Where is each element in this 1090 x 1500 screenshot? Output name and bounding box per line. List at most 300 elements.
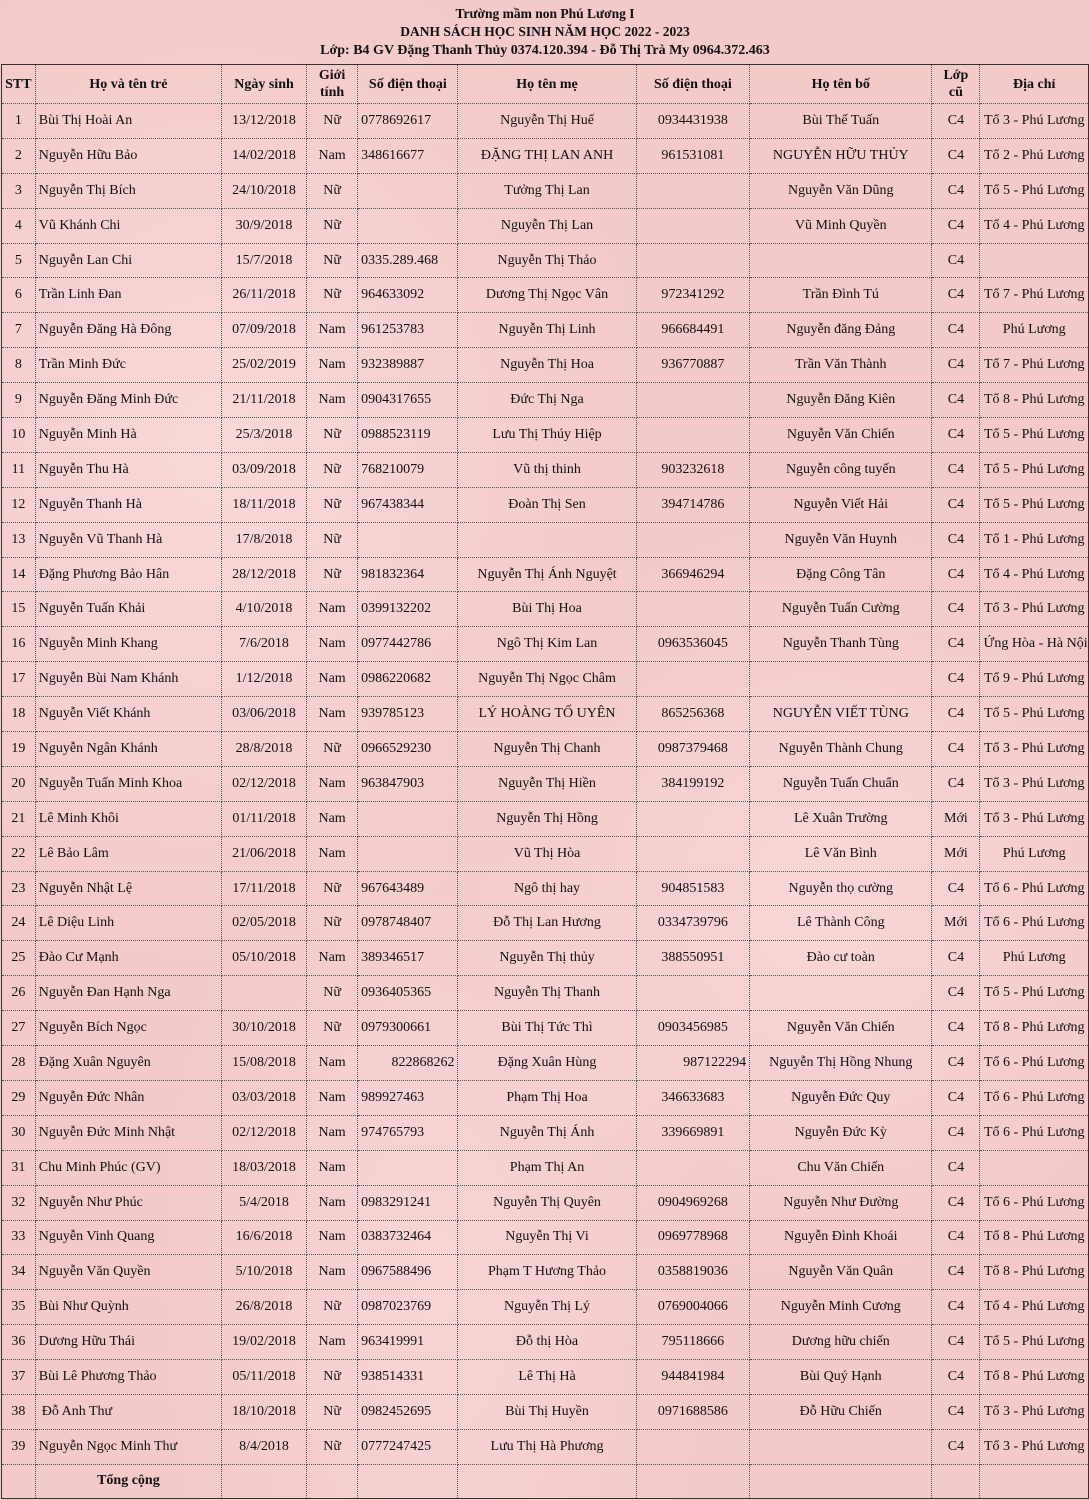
cell-stt: 32 <box>2 1185 36 1220</box>
cell-gender: Nam <box>307 697 358 732</box>
cell-address: Tổ 8 - Phú Lương <box>980 383 1089 418</box>
cell-address: Tổ 4 - Phú Lương <box>980 557 1089 592</box>
cell-dob: 1/12/2018 <box>222 662 307 697</box>
cell-mother-phone <box>636 418 750 453</box>
cell-father-name: Lê Văn Bình <box>750 836 932 871</box>
cell-dob: 05/11/2018 <box>222 1360 307 1395</box>
cell-mother-phone: 339669891 <box>636 1115 750 1150</box>
cell-mother-phone: 972341292 <box>636 278 750 313</box>
cell-child-name: Nguyễn Minh Hà <box>35 418 221 453</box>
table-row <box>2 1150 1089 1185</box>
cell-stt: 11 <box>2 452 36 487</box>
cell-old-class: C4 <box>932 1325 980 1360</box>
cell-phone: 0979300661 <box>358 1011 458 1046</box>
cell-gender: Nữ <box>307 208 358 243</box>
cell-gender: Nam <box>307 627 358 662</box>
cell-child-name: Bùi Như Quỳnh <box>35 1290 221 1325</box>
table-row <box>2 452 1089 487</box>
cell-child-name: Nguyễn Hữu Bảo <box>35 138 221 173</box>
cell-stt: 35 <box>2 1290 36 1325</box>
cell-phone: 0399132202 <box>358 592 458 627</box>
cell-stt: 17 <box>2 662 36 697</box>
class-info: Lớp: B4 GV Đặng Thanh Thủy 0374.120.394 - Đỗ Thị Trà My 0964.372.463 <box>320 43 770 58</box>
table-row <box>2 418 1089 453</box>
cell-mother-name: Nguyễn Thị thủy <box>458 941 636 976</box>
cell-gender: Nữ <box>307 173 358 208</box>
cell-mother-name: Nguyễn Thị Ngọc Châm <box>458 662 636 697</box>
student-table <box>1 64 1089 1499</box>
cell-phone <box>358 173 458 208</box>
cell-gender: Nam <box>307 1325 358 1360</box>
cell-mother-name: Nguyễn Thị Linh <box>458 313 636 348</box>
cell-mother-name: Nguyễn Thị Lý <box>458 1290 636 1325</box>
cell-stt: 2 <box>2 138 36 173</box>
cell-dob: 07/09/2018 <box>222 313 307 348</box>
cell-gender: Nam <box>307 1185 358 1220</box>
table-row <box>2 138 1089 173</box>
cell-address: Tổ 3 - Phú Lương <box>980 1394 1089 1429</box>
cell-address: Tổ 9 - Phú Lương <box>980 662 1089 697</box>
table-body <box>2 104 1089 1465</box>
cell-address: Tổ 6 - Phú Lương <box>980 1185 1089 1220</box>
cell-phone: 0978748407 <box>358 906 458 941</box>
cell-mother-name: Lưu Thị Thúy Hiệp <box>458 418 636 453</box>
cell-stt: 14 <box>2 557 36 592</box>
cell-mother-name: Phạm T Hương Thảo <box>458 1255 636 1290</box>
cell-phone: 0967588496 <box>358 1255 458 1290</box>
cell-child-name: Trần Minh Đức <box>35 348 221 383</box>
cell-mother-phone: 966684491 <box>636 313 750 348</box>
cell-phone: 0966529230 <box>358 732 458 767</box>
cell-phone: 961253783 <box>358 313 458 348</box>
cell-child-name: Bùi Lê Phương Thảo <box>35 1360 221 1395</box>
cell-phone: 0936405365 <box>358 976 458 1011</box>
cell-mother-name: Đặng Xuân Hùng <box>458 1046 636 1081</box>
cell-child-name: Nguyễn Đăng Minh Đức <box>35 383 221 418</box>
cell-child-name: Nguyễn Thanh Hà <box>35 487 221 522</box>
cell-dob: 21/06/2018 <box>222 836 307 871</box>
cell-address: Tổ 4 - Phú Lương <box>980 208 1089 243</box>
header-phone: Số điện thoại <box>358 65 458 104</box>
cell-mother-phone <box>636 522 750 557</box>
cell-dob: 26/8/2018 <box>222 1290 307 1325</box>
cell-gender: Nam <box>307 348 358 383</box>
cell-phone: 932389887 <box>358 348 458 383</box>
cell-dob: 03/09/2018 <box>222 452 307 487</box>
cell-dob: 25/02/2019 <box>222 348 307 383</box>
cell-old-class: C4 <box>932 452 980 487</box>
cell-old-class: C4 <box>932 1394 980 1429</box>
cell-old-class: C4 <box>932 243 980 278</box>
table-row <box>2 1360 1089 1395</box>
cell-father-name: Nguyễn Văn Huynh <box>750 522 932 557</box>
table-row <box>2 1011 1089 1046</box>
cell-stt: 18 <box>2 697 36 732</box>
cell-child-name: Lê Bảo Lâm <box>35 836 221 871</box>
cell-father-name <box>750 662 932 697</box>
cell-dob: 02/05/2018 <box>222 906 307 941</box>
school-name: Trường mầm non Phú Lương I <box>455 6 635 21</box>
cell-father-name: Nguyễn Đình Khoái <box>750 1220 932 1255</box>
cell-father-name <box>750 1429 932 1464</box>
cell-mother-phone: 0334739796 <box>636 906 750 941</box>
cell-dob: 24/10/2018 <box>222 173 307 208</box>
cell-stt: 6 <box>2 278 36 313</box>
cell-address: Tổ 7 - Phú Lương <box>980 348 1089 383</box>
cell-address: Tổ 8 - Phú Lương <box>980 1255 1089 1290</box>
header-mother-name: Họ tên mẹ <box>458 65 636 104</box>
cell-mother-name: Bùi Thị Tức Thì <box>458 1011 636 1046</box>
cell-mother-name: Nguyễn Thị Thảo <box>458 243 636 278</box>
header-stt: STT <box>2 65 36 104</box>
cell-gender: Nữ <box>307 522 358 557</box>
table-row <box>2 243 1089 278</box>
cell-address: Tổ 3 - Phú Lương <box>980 1429 1089 1464</box>
cell-father-name: Nguyễn Tuấn Cường <box>750 592 932 627</box>
total-row <box>2 1464 1089 1498</box>
cell-gender: Nữ <box>307 1011 358 1046</box>
cell-stt: 8 <box>2 348 36 383</box>
table-row <box>2 627 1089 662</box>
cell-mother-name: Nguyễn Thị Chanh <box>458 732 636 767</box>
cell-dob: 14/02/2018 <box>222 138 307 173</box>
cell-gender: Nữ <box>307 732 358 767</box>
cell-dob <box>222 976 307 1011</box>
cell-old-class: C4 <box>932 1255 980 1290</box>
cell-address: Tổ 4 - Phú Lương <box>980 1290 1089 1325</box>
cell-mother-name: Bùi Thị Huyền <box>458 1394 636 1429</box>
cell-old-class: C4 <box>932 313 980 348</box>
cell-gender: Nữ <box>307 1290 358 1325</box>
cell-dob: 16/6/2018 <box>222 1220 307 1255</box>
cell-old-class: C4 <box>932 1150 980 1185</box>
table-row <box>2 173 1089 208</box>
cell-phone: 0983291241 <box>358 1185 458 1220</box>
cell-old-class: C4 <box>932 418 980 453</box>
cell-gender: Nữ <box>307 1429 358 1464</box>
cell-phone: 0383732464 <box>358 1220 458 1255</box>
cell-dob: 02/12/2018 <box>222 1115 307 1150</box>
cell-mother-phone: 0358819036 <box>636 1255 750 1290</box>
cell-phone <box>358 836 458 871</box>
cell-mother-phone <box>636 1150 750 1185</box>
cell-mother-phone <box>636 976 750 1011</box>
cell-father-name: Trần Đình Tú <box>750 278 932 313</box>
cell-child-name: Nguyễn Đan Hạnh Nga <box>35 976 221 1011</box>
cell-gender: Nữ <box>307 104 358 139</box>
cell-old-class: Mới <box>932 906 980 941</box>
cell-phone: 963419991 <box>358 1325 458 1360</box>
cell-address: Tổ 5 - Phú Lương <box>980 697 1089 732</box>
cell-phone: 348616677 <box>358 138 458 173</box>
table-row <box>2 522 1089 557</box>
cell-old-class: C4 <box>932 348 980 383</box>
cell-mother-phone: 0969778968 <box>636 1220 750 1255</box>
cell-child-name: Nguyễn Vinh Quang <box>35 1220 221 1255</box>
cell-mother-name: Phạm Thị Hoa <box>458 1080 636 1115</box>
header-address: Địa chỉ <box>980 65 1089 104</box>
table-row <box>2 1255 1089 1290</box>
cell-phone: 967643489 <box>358 871 458 906</box>
cell-old-class: C4 <box>932 104 980 139</box>
cell-address: Tổ 1 - Phú Lương <box>980 522 1089 557</box>
cell-gender: Nam <box>307 138 358 173</box>
cell-dob: 25/3/2018 <box>222 418 307 453</box>
cell-child-name: Nguyễn Lan Chi <box>35 243 221 278</box>
cell-dob: 17/8/2018 <box>222 522 307 557</box>
cell-mother-name: Nguyễn Thị Vi <box>458 1220 636 1255</box>
cell-child-name: Vũ Khánh Chi <box>35 208 221 243</box>
cell-mother-phone: 944841984 <box>636 1360 750 1395</box>
cell-phone: 981832364 <box>358 557 458 592</box>
table-row <box>2 906 1089 941</box>
table-row <box>2 1185 1089 1220</box>
cell-address: Tổ 6 - Phú Lương <box>980 906 1089 941</box>
cell-father-name: Nguyễn Thanh Tùng <box>750 627 932 662</box>
cell-gender: Nam <box>307 1255 358 1290</box>
cell-child-name: Nguyễn Viết Khánh <box>35 697 221 732</box>
cell-mother-name: Đức Thị Nga <box>458 383 636 418</box>
table-row <box>2 313 1089 348</box>
cell-address <box>980 243 1089 278</box>
cell-child-name: Nguyễn Ngọc Minh Thư <box>35 1429 221 1464</box>
cell-address: Tổ 7 - Phú Lương <box>980 278 1089 313</box>
cell-old-class: C4 <box>932 522 980 557</box>
table-row <box>2 871 1089 906</box>
cell-child-name: Đào Cư Mạnh <box>35 941 221 976</box>
cell-old-class: C4 <box>932 138 980 173</box>
cell-address: Tổ 5 - Phú Lương <box>980 976 1089 1011</box>
cell-child-name: Đặng Phương Bảo Hân <box>35 557 221 592</box>
cell-mother-name: Nguyễn Thị Ánh <box>458 1115 636 1150</box>
cell-old-class: C4 <box>932 487 980 522</box>
cell-child-name: Đặng Xuân Nguyên <box>35 1046 221 1081</box>
cell-gender: Nam <box>307 941 358 976</box>
cell-child-name: Nguyễn Văn Quyền <box>35 1255 221 1290</box>
cell-phone: 939785123 <box>358 697 458 732</box>
table-row <box>2 836 1089 871</box>
cell-address: Tổ 5 - Phú Lương <box>980 1325 1089 1360</box>
cell-stt: 21 <box>2 801 36 836</box>
cell-stt: 31 <box>2 1150 36 1185</box>
table-row <box>2 487 1089 522</box>
cell-address: Phú Lương <box>980 836 1089 871</box>
cell-mother-name: Ngô Thị Kim Lan <box>458 627 636 662</box>
cell-mother-phone: 0769004066 <box>636 1290 750 1325</box>
cell-old-class: Mới <box>932 836 980 871</box>
cell-stt: 13 <box>2 522 36 557</box>
cell-mother-name: Nguyễn Thị Hoa <box>458 348 636 383</box>
cell-child-name: Nguyễn Minh Khang <box>35 627 221 662</box>
table-row <box>2 1394 1089 1429</box>
cell-child-name: Nguyễn Ngân Khánh <box>35 732 221 767</box>
cell-phone <box>358 522 458 557</box>
cell-dob: 5/4/2018 <box>222 1185 307 1220</box>
cell-old-class: C4 <box>932 766 980 801</box>
cell-child-name: Chu Minh Phúc (GV) <box>35 1150 221 1185</box>
cell-stt: 20 <box>2 766 36 801</box>
table-row <box>2 1046 1089 1081</box>
cell-address <box>980 1150 1089 1185</box>
cell-stt: 36 <box>2 1325 36 1360</box>
cell-phone: 0982452695 <box>358 1394 458 1429</box>
cell-stt: 27 <box>2 1011 36 1046</box>
cell-dob: 19/02/2018 <box>222 1325 307 1360</box>
cell-father-name: Nguyễn Viết Hải <box>750 487 932 522</box>
cell-father-name: Nguyễn đăng Đảng <box>750 313 932 348</box>
cell-mother-phone: 0904969268 <box>636 1185 750 1220</box>
cell-old-class: C4 <box>932 662 980 697</box>
cell-phone: 0778692617 <box>358 104 458 139</box>
cell-address: Tổ 5 - Phú Lương <box>980 173 1089 208</box>
cell-dob: 28/12/2018 <box>222 557 307 592</box>
cell-mother-name: Lưu Thị Hà Phương <box>458 1429 636 1464</box>
cell-mother-phone: 394714786 <box>636 487 750 522</box>
cell-mother-name: Bùi Thị Hoa <box>458 592 636 627</box>
cell-stt: 22 <box>2 836 36 871</box>
cell-stt: 38 <box>2 1394 36 1429</box>
cell-stt: 10 <box>2 418 36 453</box>
cell-old-class: C4 <box>932 941 980 976</box>
table-row <box>2 1220 1089 1255</box>
cell-old-class: C4 <box>932 1080 980 1115</box>
cell-address: Tổ 6 - Phú Lương <box>980 871 1089 906</box>
cell-old-class: C4 <box>932 1360 980 1395</box>
cell-old-class: C4 <box>932 1429 980 1464</box>
cell-mother-phone <box>636 383 750 418</box>
cell-mother-phone: 987122294 <box>636 1046 750 1081</box>
cell-father-name: Nguyễn Văn Chiến <box>750 418 932 453</box>
cell-gender: Nữ <box>307 278 358 313</box>
cell-old-class: C4 <box>932 697 980 732</box>
header-old-class: Lớp cũ <box>932 65 980 104</box>
cell-phone: 963847903 <box>358 766 458 801</box>
cell-stt: 37 <box>2 1360 36 1395</box>
cell-old-class: C4 <box>932 278 980 313</box>
cell-dob: 05/10/2018 <box>222 941 307 976</box>
cell-mother-name: Vũ thị thinh <box>458 452 636 487</box>
cell-phone: 0335.289.468 <box>358 243 458 278</box>
cell-address: Tổ 2 - Phú Lương <box>980 138 1089 173</box>
cell-gender: Nam <box>307 1046 358 1081</box>
cell-mother-phone <box>636 1429 750 1464</box>
cell-gender: Nam <box>307 662 358 697</box>
cell-father-name: Nguyễn Thành Chung <box>750 732 932 767</box>
total-label: Tổng cộng <box>35 1464 221 1498</box>
cell-child-name: Nguyễn Thu Hà <box>35 452 221 487</box>
cell-stt: 12 <box>2 487 36 522</box>
cell-father-name: Nguyễn công tuyến <box>750 452 932 487</box>
cell-mother-phone <box>636 592 750 627</box>
cell-address: Ứng Hòa - Hà Nội <box>980 627 1089 662</box>
cell-stt: 24 <box>2 906 36 941</box>
cell-stt: 9 <box>2 383 36 418</box>
cell-father-name: Nguyễn thọ cường <box>750 871 932 906</box>
cell-father-name: Lê Thành Công <box>750 906 932 941</box>
cell-gender: Nữ <box>307 1360 358 1395</box>
cell-mother-name: Phạm Thị An <box>458 1150 636 1185</box>
cell-stt: 19 <box>2 732 36 767</box>
cell-stt: 1 <box>2 104 36 139</box>
cell-gender: Nữ <box>307 906 358 941</box>
cell-father-name: Nguyễn Đức Kỳ <box>750 1115 932 1150</box>
cell-mother-name: Ngô thị hay <box>458 871 636 906</box>
cell-dob: 7/6/2018 <box>222 627 307 662</box>
cell-phone: 822868262 <box>358 1046 458 1081</box>
table-row <box>2 976 1089 1011</box>
cell-dob: 02/12/2018 <box>222 766 307 801</box>
cell-gender: Nam <box>307 383 358 418</box>
cell-mother-name: Nguyễn Thị Hiền <box>458 766 636 801</box>
cell-dob: 03/06/2018 <box>222 697 307 732</box>
cell-gender: Nam <box>307 592 358 627</box>
cell-stt: 23 <box>2 871 36 906</box>
cell-father-name: Nguyễn Đức Quy <box>750 1080 932 1115</box>
cell-father-name: Nguyễn Văn Quân <box>750 1255 932 1290</box>
cell-mother-name: ĐẶNG THỊ LAN ANH <box>458 138 636 173</box>
cell-mother-name: Lê Thị Hà <box>458 1360 636 1395</box>
cell-gender: Nam <box>307 1080 358 1115</box>
header-father-name: Họ tên bố <box>750 65 932 104</box>
cell-address: Tổ 5 - Phú Lương <box>980 487 1089 522</box>
cell-gender: Nam <box>307 766 358 801</box>
table-row <box>2 732 1089 767</box>
cell-gender: Nữ <box>307 243 358 278</box>
cell-mother-name: Đỗ thị Hòa <box>458 1325 636 1360</box>
cell-phone: 974765793 <box>358 1115 458 1150</box>
cell-father-name: Lê Xuân Trường <box>750 801 932 836</box>
cell-gender: Nam <box>307 313 358 348</box>
cell-father-name: NGUYỄN HỮU THỦY <box>750 138 932 173</box>
cell-address: Tổ 3 - Phú Lương <box>980 801 1089 836</box>
cell-stt: 3 <box>2 173 36 208</box>
cell-old-class: C4 <box>932 1011 980 1046</box>
header-mother-phone: Số điện thoại <box>636 65 750 104</box>
cell-gender: Nam <box>307 801 358 836</box>
table-row <box>2 662 1089 697</box>
table-row <box>2 104 1089 139</box>
table-row <box>2 1080 1089 1115</box>
cell-address: Phú Lương <box>980 941 1089 976</box>
table-row <box>2 348 1089 383</box>
cell-child-name: Nguyễn Đăng Hà Đông <box>35 313 221 348</box>
cell-father-name: Vũ Minh Quyền <box>750 208 932 243</box>
cell-dob: 18/11/2018 <box>222 487 307 522</box>
cell-mother-name: Dương Thị Ngọc Vân <box>458 278 636 313</box>
cell-old-class: C4 <box>932 976 980 1011</box>
cell-child-name: Dương Hữu Thái <box>35 1325 221 1360</box>
cell-child-name: Nguyễn Thị Bích <box>35 173 221 208</box>
cell-child-name: Đỗ Anh Thư <box>35 1394 221 1429</box>
cell-dob: 17/11/2018 <box>222 871 307 906</box>
cell-address: Phú Lương <box>980 313 1089 348</box>
cell-father-name: Đỗ Hữu Chiến <box>750 1394 932 1429</box>
cell-address: Tổ 3 - Phú Lương <box>980 592 1089 627</box>
cell-stt: 39 <box>2 1429 36 1464</box>
cell-mother-phone: 0971688586 <box>636 1394 750 1429</box>
cell-dob: 01/11/2018 <box>222 801 307 836</box>
cell-mother-name <box>458 522 636 557</box>
cell-mother-phone: 0903456985 <box>636 1011 750 1046</box>
cell-mother-phone <box>636 173 750 208</box>
cell-dob: 30/10/2018 <box>222 1011 307 1046</box>
cell-dob: 03/03/2018 <box>222 1080 307 1115</box>
cell-dob: 26/11/2018 <box>222 278 307 313</box>
cell-dob: 21/11/2018 <box>222 383 307 418</box>
cell-father-name: Chu Văn Chiến <box>750 1150 932 1185</box>
cell-child-name: Nguyễn Tuấn Khải <box>35 592 221 627</box>
cell-phone: 964633092 <box>358 278 458 313</box>
